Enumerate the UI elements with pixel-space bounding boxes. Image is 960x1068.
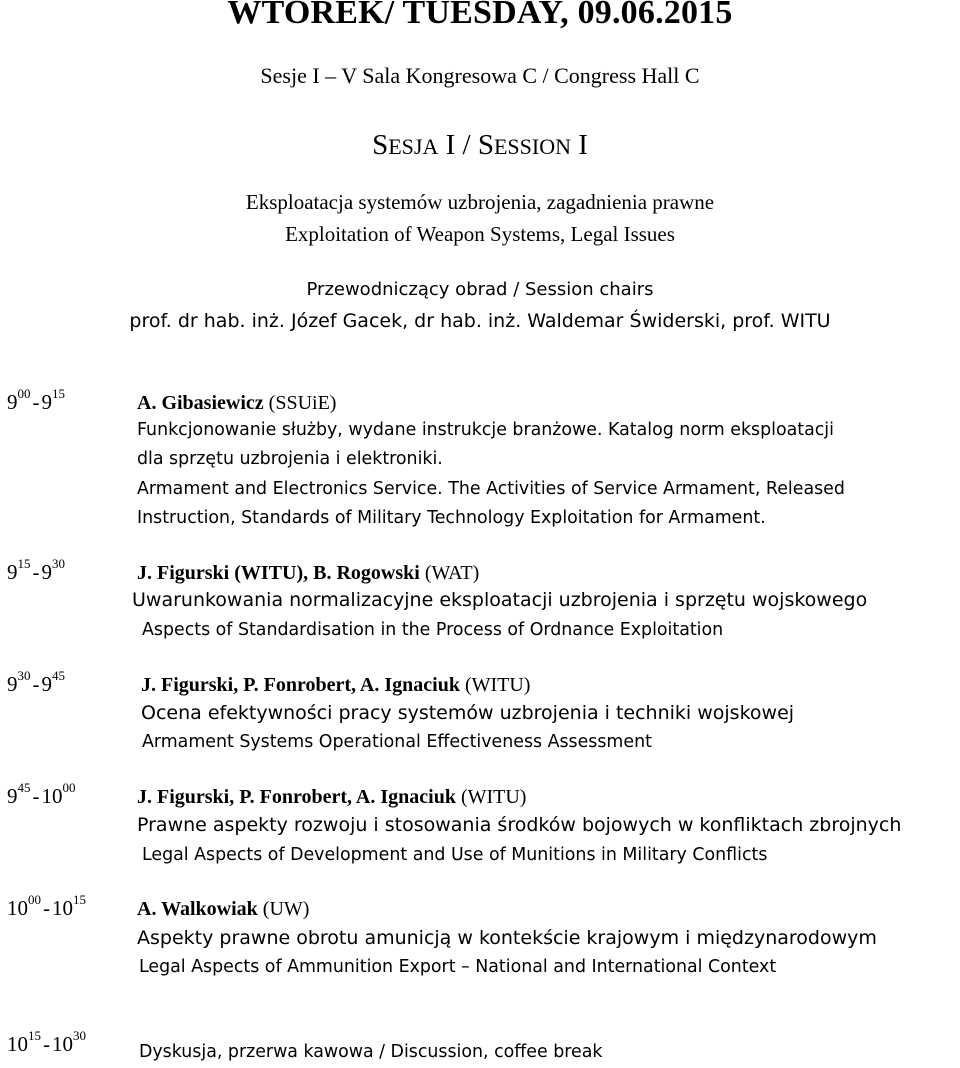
start-hour: 10: [7, 896, 28, 920]
authors-affiliation: (SSUiE): [263, 392, 337, 414]
end-hour: 9: [41, 672, 52, 696]
start-hour: 9: [7, 390, 18, 414]
time-slot: $9^{45}-10^{00}$: [7, 780, 76, 808]
break-line: Dyskusja, przerwa kawowa / Discussion, coffee break: [139, 1042, 603, 1062]
talk-title-line: Prawne aspekty rozwoju i stosowania środków bojowych w konfliktach zbrojnych: [137, 814, 902, 836]
talk-title-line: Funkcjonowanie służby, wydane instrukcje branżowe. Katalog norm eksploatacji: [137, 420, 834, 440]
session-title-ession: ESSION: [493, 134, 571, 159]
session-title: [0, 129, 960, 162]
session-title-initial-s: S: [372, 129, 389, 161]
talk-title-line: dla sprzętu uzbrojenia i elektroniki.: [137, 449, 443, 469]
session-topic-en: Exploitation of Weapon Systems, Legal Issues: [285, 222, 675, 246]
talk-title-line: Armament Systems Operational Effectiveness Assessment: [142, 732, 652, 752]
end-hour: 9: [41, 390, 52, 414]
end-minute: 30: [52, 556, 65, 571]
talk-title-line: Legal Aspects of Ammunition Export – National and International Context: [139, 957, 777, 977]
authors-names: J. Figurski (WITU), B. Rogowski: [137, 562, 420, 584]
authors: [137, 562, 479, 585]
talk-title-line: Ocena efektywności pracy systemów uzbrojenia i techniki wojskowej: [141, 702, 795, 724]
end-minute: 45: [52, 668, 65, 683]
start-minute: 15: [28, 1028, 41, 1043]
authors-affiliation: (WITU): [455, 786, 527, 808]
session-title-esja: ESJA: [388, 134, 439, 159]
end-minute: 00: [62, 780, 76, 795]
end-hour: 9: [41, 560, 52, 584]
end-minute: 15: [52, 386, 65, 401]
authors: [137, 392, 336, 415]
session-title-end: I: [570, 129, 588, 161]
authors-affiliation: (WAT): [419, 562, 480, 584]
authors: [141, 674, 530, 697]
authors: [137, 898, 309, 921]
authors-names: J. Figurski, P. Fonrobert, A. Ignaciuk: [141, 674, 460, 696]
end-hour: 10: [41, 784, 63, 808]
authors-affiliation: (WITU): [459, 674, 531, 696]
start-minute: 15: [17, 556, 31, 571]
session-topic-pl: Eksploatacja systemów uzbrojenia, zagadnienia prawne: [245, 190, 715, 214]
start-minute: 45: [17, 780, 31, 795]
start-minute: 00: [17, 386, 31, 401]
start-hour: 10: [7, 1032, 28, 1056]
end-hour: 10: [52, 896, 73, 920]
session-title-mid: I / S: [438, 129, 494, 161]
time-slot: $10^{15}-10^{30}$: [7, 1028, 86, 1056]
talk-title-line: Legal Aspects of Development and Use of Munitions in Military Conflicts: [142, 845, 768, 865]
end-minute: 15: [73, 892, 86, 907]
talk-title-line: Armament and Electronics Service. The Activities of Service Armament, Released: [137, 479, 845, 499]
end-hour: 10: [52, 1032, 73, 1056]
talk-title-line: Aspekty prawne obrotu amunicją w kontekście krajowym i międzynarodowym: [137, 927, 877, 949]
day-heading: WTOREK/ TUESDAY, 09.06.2015: [227, 0, 733, 31]
start-minute: 30: [17, 668, 31, 683]
talk-title-line: Instruction, Standards of Military Technology Exploitation for Armament.: [137, 508, 766, 528]
start-minute: 00: [28, 892, 41, 907]
session-chairs-names: prof. dr hab. inż. Józef Gacek, dr hab. inż. Waldemar Świderski, prof. WITU: [129, 310, 831, 332]
time-slot: $9^{30}-9^{45}$: [7, 668, 65, 696]
authors-names: A. Walkowiak: [137, 898, 258, 920]
authors: [137, 786, 526, 809]
session-chairs-label: Przewodniczący obrad / Session chairs: [306, 279, 654, 300]
start-hour: 9: [7, 560, 18, 584]
time-slot: $9^{00}-9^{15}$: [7, 386, 65, 414]
authors-names: A. Gibasiewicz: [137, 392, 264, 414]
authors-names: J. Figurski, P. Fonrobert, A. Ignaciuk: [137, 786, 456, 808]
start-hour: 9: [7, 672, 18, 696]
hall-heading: Sesje I – V Sala Kongresowa C / Congress Hall C: [260, 63, 700, 88]
talk-title-line: Uwarunkowania normalizacyjne eksploatacji uzbrojenia i sprzętu wojskowego: [132, 589, 868, 611]
end-minute: 30: [73, 1028, 86, 1043]
talk-title-line: Aspects of Standardisation in the Process of Ordnance Exploitation: [142, 620, 724, 640]
time-slot: $9^{15}-9^{30}$: [7, 556, 65, 584]
start-hour: 9: [7, 784, 18, 808]
time-slot: $10^{00}-10^{15}$: [7, 892, 86, 920]
authors-affiliation: (UW): [257, 898, 310, 920]
